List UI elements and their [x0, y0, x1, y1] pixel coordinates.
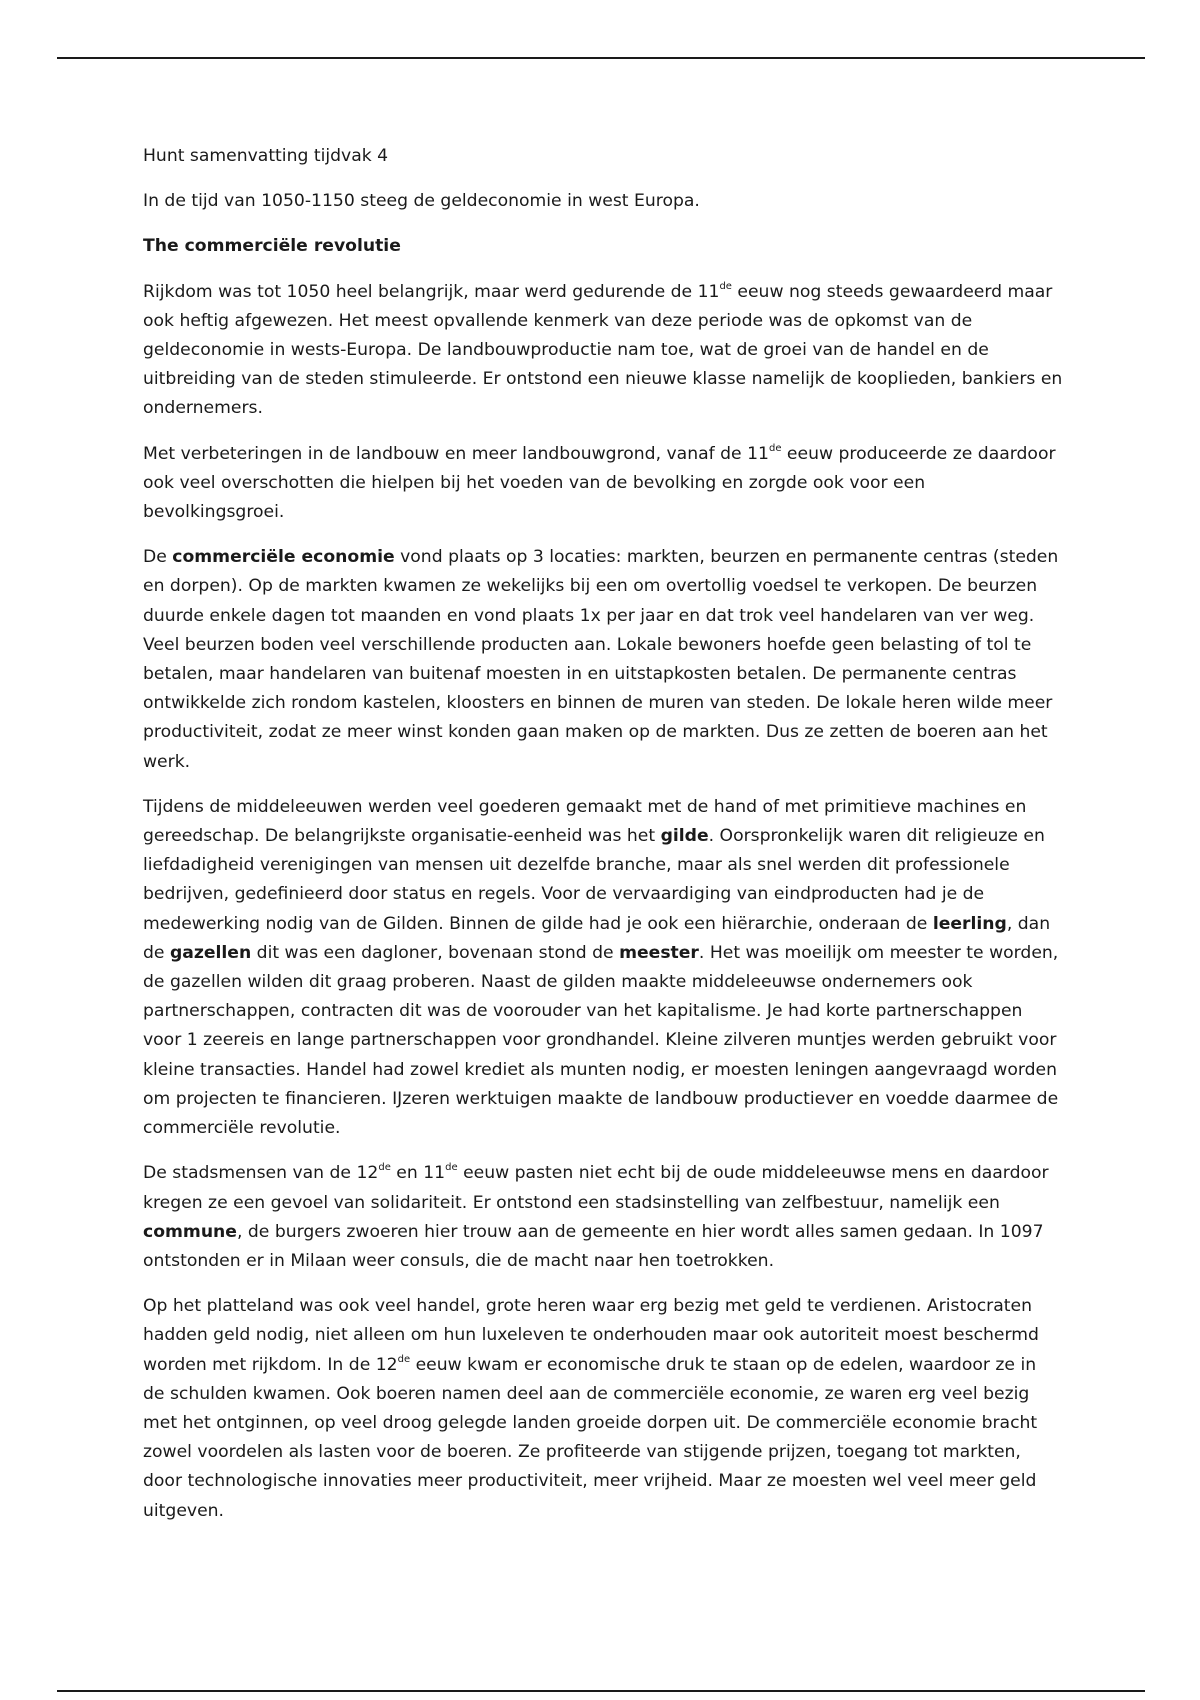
term-gilde: gilde — [660, 826, 709, 847]
paragraph-4 — [143, 793, 1063, 1143]
paragraph-5-text-c: eeuw pasten niet echt bij de oude middeleeuwse mens en daardoor kregen ze een gevoel van solidariteit. Er ontstond een stadsinstelling van zelfbestuur, namelijk een — [143, 1163, 1049, 1213]
ordinal-superscript: de — [397, 1353, 411, 1365]
paragraph-2 — [143, 440, 1063, 528]
paragraph-1-text-b: eeuw nog steeds gewaardeerd maar ook heftig afgewezen. Het meest opvallende kenmerk van deze periode was de opkomst van de geldeconomie in wests-Europa. De landbouwproductie nam toe, wat de groei van de handel en de uitbreiding van de steden stimuleerde. Er ontstond een nieuwe klasse namelijk de kooplieden, bankiers en ondernemers. — [143, 281, 1063, 419]
ordinal-superscript: de — [378, 1162, 391, 1174]
paragraph-6-text-a: Op het platteland was ook veel handel, grote heren waar erg bezig met geld te verdienen. Aristocraten hadden geld nodig, niet alleen om hun luxeleven te onderhouden maar ook autoriteit moest beschermd worden met rijkdom. In de 12 — [143, 1296, 1039, 1375]
term-gazellen: gazellen — [169, 942, 252, 963]
paragraph-2-text-a: Met verbeteringen in de landbouw en meer landbouwgrond, vanaf de 11 — [143, 443, 769, 464]
ordinal-superscript: de — [719, 280, 732, 292]
paragraph-5-text-b: en 11 — [390, 1163, 446, 1184]
document-title: Hunt samenvatting tijdvak 4 — [143, 146, 389, 166]
paragraph-1 — [143, 278, 1063, 424]
intro-paragraph: In de tijd van 1050-1150 steeg de geldeconomie in west Europa. — [143, 191, 700, 212]
header-rule — [57, 57, 1145, 59]
ordinal-superscript: de — [768, 442, 782, 454]
paragraph-4-text-a: Tijdens de middeleeuwen werden veel goederen gemaakt met de hand of met primitieve machines en gereedschap. De belangrijkste organisatie-eenheid was het — [143, 796, 1027, 847]
paragraph-1-text-a: Rijkdom was tot 1050 heel belangrijk, maar werd gedurende de 11 — [143, 281, 720, 302]
paragraph-3 — [143, 543, 1063, 777]
paragraph-6-text-b: eeuw kwam er economische druk te staan op de edelen, waardoor ze in de schulden kwamen. Ook boeren namen deel aan de commerciële economie, ze waren erg veel bezig met het ontginnen, op veel droog gelegde landen groeide dorpen uit. De commerciële economie bracht zowel voordelen als lasten voor de boeren. Ze profiteerde van stijgende prijzen, toegang tot markten, door technologische innovaties meer productiviteit, meer vrijheid. Maar ze moesten wel veel meer geld uitgeven. — [143, 1354, 1038, 1521]
paragraph-4-text-b: . Oorspronkelijk waren dit religieuze en liefdadigheid verenigingen van mensen uit dezelfde branche, maar als snel werden dit professionele bedrijven, gedefinieerd door status en regels. Voor de vervaardiging van eindproducten had je de medewerking nodig van de Gilden. Binnen de gilde had je ook een hiërarchie, onderaan de — [143, 826, 1045, 934]
paragraph-5 — [143, 1159, 1063, 1276]
document-body — [143, 142, 1063, 1542]
term-commerciele-economie: commerciële economie — [172, 547, 395, 568]
paragraph-5-text-a: De stadsmensen van de 12 — [143, 1163, 379, 1184]
paragraph-4-text-c: , dan de — [143, 913, 1051, 963]
paragraph-3-text-a: De — [143, 547, 173, 568]
ordinal-superscript: de — [445, 1162, 458, 1174]
paragraph-2-text-b: eeuw produceerde ze daardoor ook veel overschotten die hielpen bij het voeden van de bevolking en zorgde ook voor een bevolkingsgroei. — [143, 443, 1056, 523]
paragraph-6 — [143, 1292, 1063, 1526]
term-commune: commune — [143, 1221, 237, 1242]
section-heading-text: The commerciële revolutie — [143, 236, 401, 257]
section-heading — [143, 232, 1063, 261]
paragraph-5-text-d: , de burgers zwoeren hier trouw aan de gemeente en hier wordt alles samen gedaan. In 1097 ontstonden er in Milaan weer consuls, die de macht naar hen toetrokken. — [143, 1221, 1044, 1271]
paragraph-4-text-e: . Het was moeilijk om meester te worden, de gazellen wilden dit graag proberen. Naast de gilden maakte middeleeuwse ondernemers ook partnerschappen, contracten dit was de voorouder van het kapitalisme. Je had korte partnerschappen voor 1 zeereis en lange partnerschappen voor grondhandel. Kleine zilveren muntjes werden gebruikt voor kleine transacties. Handel had zowel krediet als munten nodig, er moesten leningen aangevraagd worden om projecten te financieren. IJzeren werktuigen maakte de landbouw productiever en voedde daarmee de commerciële revolutie. — [143, 942, 1059, 1139]
term-meester: meester — [619, 942, 699, 963]
term-leerling: leerling — [932, 913, 1007, 934]
paragraph-4-text-d: dit was een dagloner, bovenaan stond de — [251, 942, 620, 963]
paragraph-3-text-b: vond plaats op 3 locaties: markten, beurzen en permanente centras (steden en dorpen). Op de markten kwamen ze wekelijks bij een om overtollig voedsel te verkopen. De beurzen duurde enkele dagen tot maanden en vond plaats 1x per jaar en dat trok veel handelaren van ver weg. Veel beurzen boden veel verschillende producten aan. Lokale bewoners hoefde geen belasting of tol te betalen, maar handelaren van buitenaf moesten in en uitstapkosten betalen. De permanente centras ontwikkelde zich rondom kastelen, kloosters en binnen de muren van steden. De lokale heren wilde meer productiviteit, zodat ze meer winst konden gaan maken op de markten. Dus ze zetten de boeren aan het werk. — [143, 547, 1059, 772]
footer-rule — [57, 1690, 1145, 1692]
